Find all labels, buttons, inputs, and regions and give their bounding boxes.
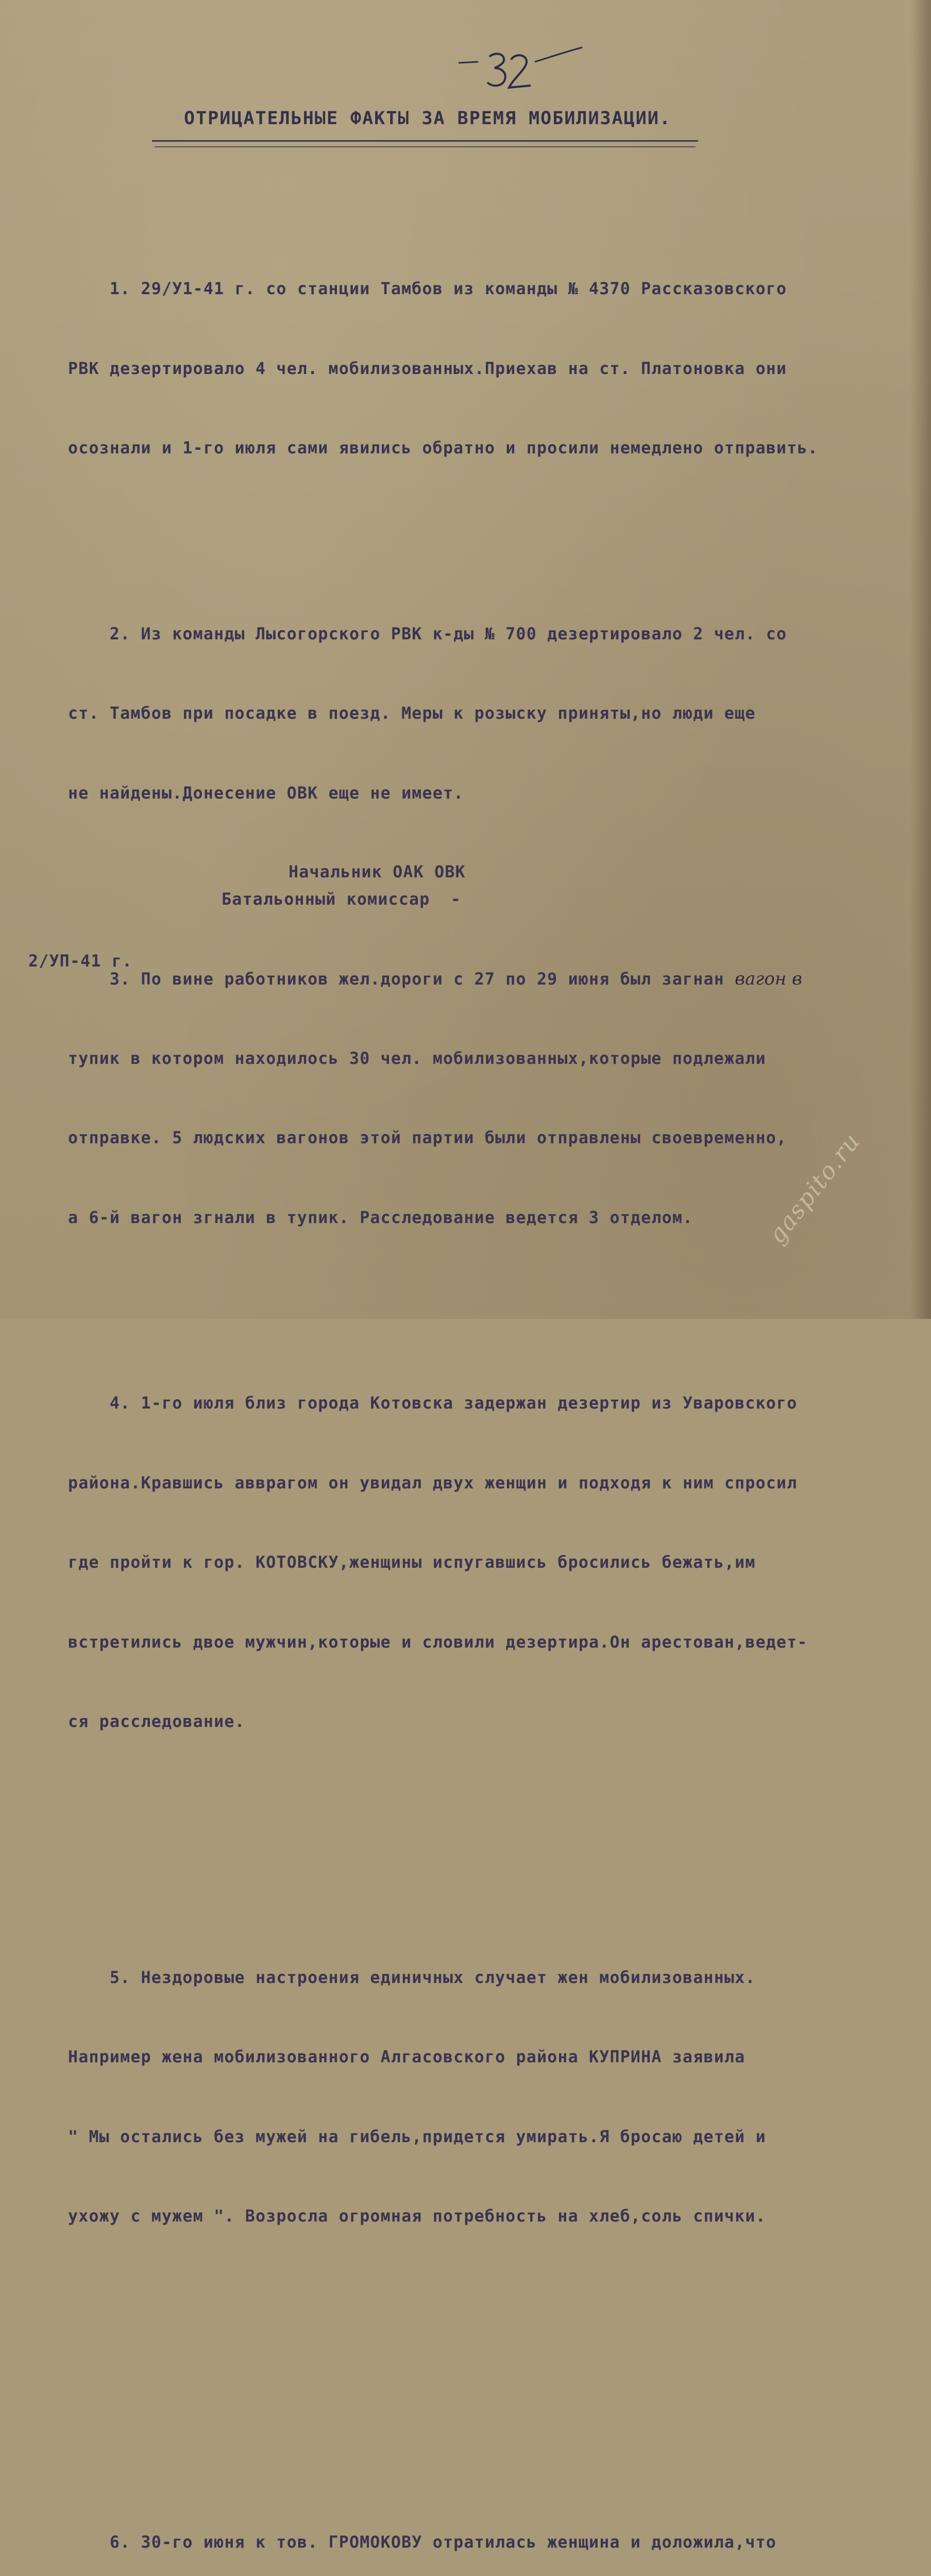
text-line: 1. 29/У1-41 г. со станции Тамбов из команды № 4370 Рассказовского xyxy=(68,276,913,303)
watermark: gaspito.ru xyxy=(763,1127,866,1248)
paragraph-spacer xyxy=(68,2406,913,2424)
text-line: а 6-й вагон згнали в тупик. Расследование ведется 3 отделом. xyxy=(68,1205,913,1232)
handwritten-insertion: вагон в xyxy=(735,969,802,989)
text-line: Например жена мобилизованного Алгасовского района КУПРИНА заявила xyxy=(68,2044,913,2071)
title-underline-second xyxy=(155,146,696,147)
document-body xyxy=(68,170,913,2576)
paragraph-spacer xyxy=(68,2336,913,2353)
text-line: тупик в котором находилось 30 чел. мобилизованных,которые подлежали xyxy=(68,1046,913,1073)
typed-text: 3. По вине работников жел.дороги с 27 по 29 июня был загнан xyxy=(68,970,735,989)
text-line: 2. Из команды Лысогорского РВК к-ды № 700 дезертировало 2 чел. со xyxy=(68,621,913,648)
text-line: 6. 30-го июня к тов. ГРОМОКОВУ отратилась женщина и доложила,что xyxy=(68,2530,913,2556)
paragraph-6 xyxy=(68,2477,913,2576)
paragraph-4 xyxy=(68,1337,913,1789)
text-line: 4. 1-го июля близ города Котовска задержан дезертир из Уваровского xyxy=(68,1391,913,1417)
text-line: ся расследование. xyxy=(68,1709,913,1736)
text-line: где пройти к гор. КОТОВСКУ,женщины испугавшись бросились бежать,им xyxy=(68,1550,913,1577)
text-line: встретились двое мужчин,которые и словили дезертира.Он арестован,ведет- xyxy=(68,1630,913,1656)
document-title: ОТРИЦАТЕЛЬНЫЕ ФАКТЫ ЗА ВРЕМЯ МОБИЛИЗАЦИИ. xyxy=(155,108,701,129)
text-line: " Мы остались без мужей на гибель,придется умирать.Я бросаю детей и xyxy=(68,2124,913,2151)
paragraph-5 xyxy=(68,1912,913,2283)
text-line: отправке. 5 людских вагонов этой партии были отправлены своевременно, xyxy=(68,1125,913,1152)
text-line: 5. Нездоровые настроения единичных случает жен мобилизованных. xyxy=(68,1965,913,1992)
text-line: района.Кравшись авврагом он увидал двух женщин и подходя к ним спросил xyxy=(68,1470,913,1497)
document-date: 2/УП-41 г. xyxy=(28,952,132,971)
paper-edge-shadow xyxy=(910,0,931,1319)
paragraph-spacer xyxy=(68,1842,913,1859)
text-line: РВК дезертировало 4 чел. мобилизованных.Приехав на ст. Платоновка они xyxy=(68,356,913,383)
text-line: ухожу с мужем ". Возросла огромная потребность на хлеб,соль спички. xyxy=(68,2204,913,2230)
signature-title: Начальник ОАК ОВК xyxy=(289,863,466,882)
title-underline xyxy=(152,140,698,142)
text-line-with-handwriting xyxy=(68,966,913,993)
signature-rank: Батальонный комиссар - xyxy=(222,890,461,909)
paragraph-1 xyxy=(68,223,913,515)
handwritten-page-number xyxy=(453,41,587,98)
paragraph-2 xyxy=(68,568,913,860)
text-line: не найдены.Донесение ОВК еще не имеет. xyxy=(68,781,913,807)
text-line: осознали и 1-го июля сами явились обратно и просили немедлено отправить. xyxy=(68,435,913,462)
text-line: ст. Тамбов при посадке в поезд. Меры к розыску приняты,но люди еще xyxy=(68,701,913,727)
